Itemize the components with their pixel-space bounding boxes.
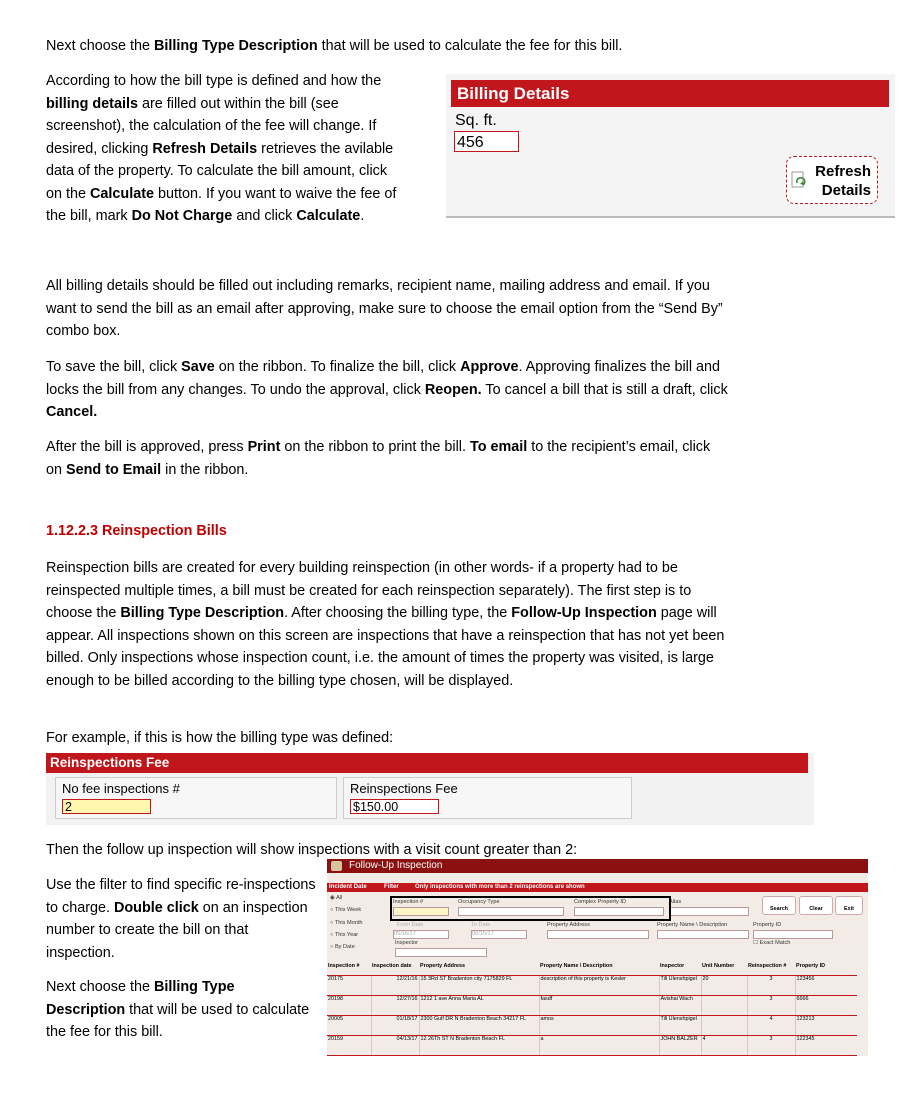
cell[interactable]: 20198 [327, 996, 371, 1016]
col-inspector[interactable]: Inspector [659, 963, 701, 976]
cell: a [539, 1036, 659, 1056]
cell[interactable]: 20005 [327, 1016, 371, 1036]
filter-notice: Only inspections with more than 2 reinspections are shown [415, 884, 585, 890]
section-heading: 1.12.2.3 Reinspection Bills [46, 523, 227, 539]
exit-button[interactable]: Exit [835, 896, 863, 915]
cell: 12 26Th ST N Bradenton Beach FL [419, 1036, 539, 1056]
cell: 2300 Gulf DR N Bradenton Beach 34217 FL [419, 1016, 539, 1036]
to-date-label: To Date [471, 922, 491, 928]
cell: fasdf [539, 996, 659, 1016]
cell[interactable]: 20159 [327, 1036, 371, 1056]
no-fee-input[interactable]: 2 [62, 799, 151, 814]
cell: 3 [747, 976, 795, 996]
fill-details-paragraph: All billing details should be filled out including remarks, recipient name, mailing address and email. If you want to send the bill as an email after approving, make sure to choose the email option from the “Send By” combo box. [46, 278, 723, 339]
follow-up-inspection-window [327, 859, 868, 1056]
sqft-input[interactable]: 456 [454, 131, 519, 152]
table-header [327, 963, 857, 976]
property-name-label: Property Name \ Description [657, 922, 728, 928]
radio-by-date[interactable]: ○ By Date [330, 944, 355, 950]
cell: 3 [747, 996, 795, 1016]
reinspections-fee-header: Reinspections Fee [46, 753, 808, 773]
col-property-address[interactable]: Property Address [419, 963, 539, 976]
tab-filter[interactable]: Filter [384, 884, 399, 890]
filter-bar [327, 883, 868, 892]
table-row[interactable] [327, 1036, 857, 1056]
billing-details-paragraph [46, 70, 436, 228]
example-paragraph: For example, if this is how the billing type was defined: [46, 730, 394, 746]
then-paragraph: Then the follow up inspection will show inspections with a visit count greater than 2: [46, 842, 578, 858]
from-date-input[interactable]: 05/16/17 [393, 930, 449, 939]
radio-this-year[interactable]: ○ This Year [330, 932, 359, 938]
inspection-table [327, 963, 857, 1056]
col-property-id[interactable]: Property ID [795, 963, 857, 976]
inspector-select[interactable] [395, 948, 487, 957]
filter-paragraph: Use the filter to find specific re-inspections to charge. Double click on an inspection number to create the bill on that inspection. [46, 877, 316, 961]
no-fee-label: No fee inspections # [62, 781, 180, 796]
clear-button[interactable]: Clear [799, 896, 833, 915]
para-line: billing details are filled out within the bill (see [46, 95, 339, 112]
refresh-details-button[interactable] [786, 156, 878, 204]
cell: 1212 1 ave Anna Maria AL [419, 996, 539, 1016]
reinspections-fee-box [343, 777, 632, 819]
para-line: the bill, mark Do Not Charge and click Calculate. [46, 208, 365, 224]
reinspection-paragraph: Reinspection bills are created for every building reinspection (in other words- if a property had to be reinspected multiple times, a bill must be created for each reinspection separately). The first step is to choose the Billing Type Description. After choosing the billing type, the Follow-Up Inspection page will appear. All inspections shown on this screen are inspections that have a reinspection that has not yet been billed. Only inspections whose inspection count, i.e. the amount of times the property was visited, is large enough to be billed according to the billing type chosen, will be displayed. [46, 560, 725, 689]
reinspections-fee-panel [46, 753, 814, 825]
table-row[interactable] [327, 996, 857, 1016]
cell: 20 [701, 976, 747, 996]
para-line: According to how the bill type is defined and how the [46, 73, 382, 89]
occupancy-label: Occupancy Type [458, 899, 500, 905]
radio-this-week[interactable]: ○ This Week [330, 907, 362, 913]
fee-label: Reinspections Fee [350, 781, 458, 796]
radio-this-month[interactable]: ○ This Month [330, 920, 363, 926]
cell: Till Ulenshpigel [659, 976, 701, 996]
cell [701, 996, 747, 1016]
table-row[interactable] [327, 976, 857, 996]
cell: 01/18/17 [371, 1016, 419, 1036]
from-date-label: From Date [397, 922, 424, 928]
intro-paragraph: Next choose the Billing Type Description that will be used to calculate the fee for this bill. [46, 38, 623, 54]
cell: amos [539, 1016, 659, 1036]
para-line: data of the property. To calculate the bill amount, click [46, 163, 388, 179]
tab-incident-date[interactable]: Incident Date [329, 884, 367, 890]
cell[interactable]: 20175 [327, 976, 371, 996]
no-fee-inspections-box [55, 777, 337, 819]
col-inspection-no[interactable]: Inspection # [327, 963, 371, 976]
cell: 15 3Rd ST Bradenton city 7175829 FL [419, 976, 539, 996]
refresh-label-1: Refresh [815, 163, 871, 180]
exact-match-checkbox[interactable]: ☐ Exact Match [753, 940, 791, 946]
alias-input[interactable] [669, 907, 749, 916]
col-unit-number[interactable]: Unit Number [701, 963, 747, 976]
col-property-name[interactable]: Property Name \ Description [539, 963, 659, 976]
property-id-input[interactable] [753, 930, 833, 939]
cell [701, 1016, 747, 1036]
cell: Avishai Wach [659, 996, 701, 1016]
para-line: on the Calculate button. If you want to waive the fee of [46, 185, 397, 202]
refresh-label-2: Details [821, 182, 871, 199]
inspection-no-label: Inspection # [393, 899, 424, 905]
cell: Till Ulenshpigel [659, 1016, 701, 1036]
cell: 12/21/16 [371, 976, 419, 996]
search-button[interactable]: Search [762, 896, 796, 915]
billing-details-header: Billing Details [451, 80, 889, 107]
cell: description of this property is Kesler [539, 976, 659, 996]
fee-input[interactable]: $150.00 [350, 799, 439, 814]
highlight-box [390, 896, 671, 921]
table-row[interactable] [327, 1016, 857, 1036]
cell: 3 [747, 1036, 795, 1056]
cell: 123456 [795, 976, 857, 996]
cell: 122345 [795, 1036, 857, 1056]
window-title: Follow-Up Inspection [327, 859, 868, 873]
refresh-icon [791, 171, 807, 191]
print-email-paragraph: After the bill is approved, press Print on the ribbon to print the bill. To email to the recipient’s email, click on Send to Email in the ribbon. [46, 439, 711, 478]
next-choose-paragraph: Next choose the Billing Type Description that will be used to calculate the fee for this bill. [46, 979, 310, 1040]
property-address-input[interactable] [547, 930, 649, 939]
cell: 4 [701, 1036, 747, 1056]
sqft-label: Sq. ft. [455, 112, 497, 129]
cell: 4 [747, 1016, 795, 1036]
billing-details-panel [446, 74, 895, 218]
cell: 04/13/17 [371, 1036, 419, 1056]
cell: 123213 [795, 1016, 857, 1036]
alias-label: Alias [669, 899, 682, 905]
inspector-label: Inspector [395, 940, 419, 946]
para-line: screenshot), the calculation of the fee will change. If [46, 118, 377, 134]
radio-all[interactable]: ◉ All [330, 895, 343, 901]
property-address-label: Property Address [547, 922, 590, 928]
save-approve-paragraph: To save the bill, click Save on the ribbon. To finalize the bill, click Approve. Approving finalizes the bill and locks the bill from any changes. To undo the approval, click Reopen. To cancel a bill that is still a draft, click Cancel. [46, 359, 728, 420]
to-date-input[interactable]: 06/15/17 [471, 930, 527, 939]
cell: JOHN BALZER [659, 1036, 701, 1056]
cell: 12/27/16 [371, 996, 419, 1016]
col-inspection-date[interactable]: Inspection date [371, 963, 419, 976]
para-line: desired, clicking Refresh Details retrieves the avilable [46, 140, 394, 157]
complex-label: Complex Property ID [574, 899, 626, 905]
cell: 6666 [795, 996, 857, 1016]
property-id-label: Property ID [753, 922, 782, 928]
col-reinspection-no[interactable]: Reinspection # [747, 963, 795, 976]
property-name-input[interactable] [657, 930, 749, 939]
app-logo-icon [331, 861, 342, 871]
